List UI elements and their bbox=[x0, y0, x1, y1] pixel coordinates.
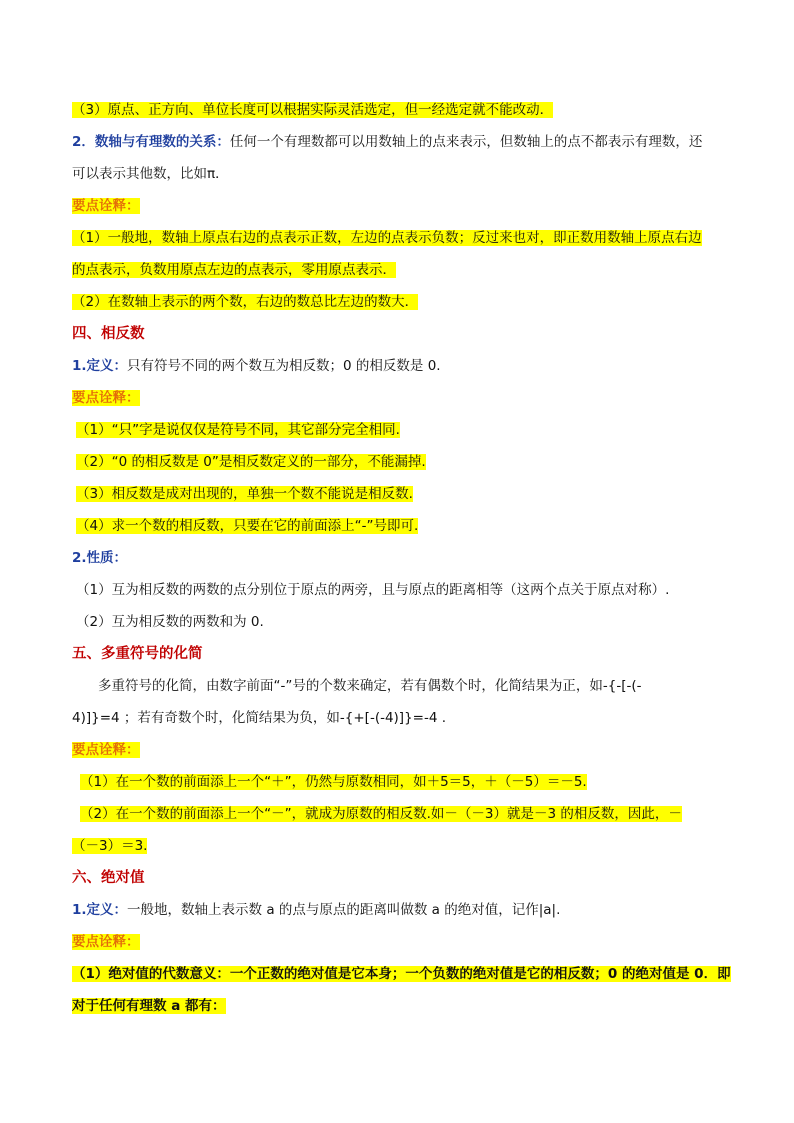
section-4-prop-2: （2）互为相反数的两数和为 0. bbox=[76, 614, 264, 630]
keypoint-1-text-2: 的点表示，负数用原点左边的点表示，零用原点表示． bbox=[72, 262, 396, 278]
section-5-kp-2-line-2 bbox=[72, 836, 732, 856]
section-5-kp-1: （1）在一个数的前面添上一个“＋”，仍然与原数相同，如＋5＝5，＋（－5）＝－5. bbox=[80, 774, 587, 790]
section-5-kp-title-line bbox=[72, 740, 732, 760]
item-2-text-1: 任何一个有理数都可以用数轴上的点来表示，但数轴上的点不都表示有理数，还 bbox=[229, 134, 703, 150]
item-2-label: 2．数轴与有理数的关系： bbox=[72, 134, 230, 150]
section-5-kp-1-line bbox=[80, 772, 740, 792]
section-4-heading: 四、相反数 bbox=[72, 326, 145, 342]
section-4-kp-4-line bbox=[76, 516, 736, 536]
keypoint-2-text: （2）在数轴上表示的两个数，右边的数总比左边的数大． bbox=[72, 294, 419, 310]
section-4-def-text: 只有符号不同的两个数互为相反数；0 的相反数是 0. bbox=[127, 358, 441, 374]
section-4-def-label: 1.定义： bbox=[72, 358, 128, 374]
section-5-para-line-1 bbox=[98, 676, 758, 696]
section-4-kp-title-line bbox=[72, 388, 732, 408]
section-4-prop-2-line bbox=[76, 612, 736, 632]
section-6-def-line bbox=[72, 900, 732, 920]
item-2-line-2 bbox=[72, 164, 732, 184]
section-4-kp-3: （3）相反数是成对出现的，单独一个数不能说是相反数. bbox=[76, 486, 413, 502]
keypoint-title-1: 要点诠释： bbox=[72, 198, 140, 214]
section-5-kp-title: 要点诠释： bbox=[72, 742, 140, 758]
note-3-text: （3）原点、正方向、单位长度可以根据实际灵活选定，但一经选定就不能改动． bbox=[72, 102, 554, 118]
section-4-kp-4: （4）求一个数的相反数，只要在它的前面添上“-”号即可. bbox=[76, 518, 419, 534]
keypoint-1-line-1 bbox=[72, 228, 732, 248]
section-4-heading-line bbox=[72, 324, 732, 344]
section-5-kp-2-line-1 bbox=[80, 804, 740, 824]
section-5-para-line-2 bbox=[72, 708, 732, 728]
section-6-heading-line bbox=[72, 868, 732, 888]
keypoint-2-line bbox=[72, 292, 732, 312]
section-4-kp-2: （2）“0 的相反数是 0”是相反数定义的一部分，不能漏掉. bbox=[76, 454, 426, 470]
section-6-kp-title: 要点诠释： bbox=[72, 934, 140, 950]
section-5-kp-2-text-2: （－3）＝3. bbox=[72, 838, 148, 854]
section-4-prop-label-line bbox=[72, 548, 732, 568]
section-4-kp-2-line bbox=[76, 452, 736, 472]
section-5-kp-2-text-1: （2）在一个数的前面添上一个“－”，就成为原数的相反数.如－（－3）就是－3 的相反数，因此，－ bbox=[80, 806, 682, 822]
section-5-heading-line bbox=[72, 644, 732, 664]
section-4-kp-3-line bbox=[76, 484, 736, 504]
section-6-kp-1-line-2 bbox=[72, 996, 732, 1016]
note-3-line bbox=[72, 100, 732, 120]
section-4-kp-1: （1）“只”字是说仅仅是符号不同，其它部分完全相同. bbox=[76, 422, 400, 438]
section-4-prop-1: （1）互为相反数的两数的点分别位于原点的两旁，且与原点的距离相等（这两个点关于原点对称）. bbox=[76, 582, 670, 598]
keypoint-title-1-line bbox=[72, 196, 732, 216]
section-6-kp-1-text-2: 对于任何有理数 a 都有： bbox=[72, 998, 226, 1014]
section-4-prop-1-line bbox=[76, 580, 736, 600]
section-6-heading: 六、绝对值 bbox=[72, 870, 145, 886]
keypoint-1-text-1: （1）一般地，数轴上原点右边的点表示正数，左边的点表示负数；反过来也对，即正数用数轴上原点右边 bbox=[72, 230, 702, 246]
item-2-text-2: 可以表示其他数，比如π． bbox=[72, 166, 229, 182]
section-6-kp-title-line bbox=[72, 932, 732, 952]
section-5-heading: 五、多重符号的化简 bbox=[72, 646, 203, 662]
section-5-para-text-1: 多重符号的化简，由数字前面“-”号的个数来确定，若有偶数个时，化简结果为正，如-{-[-(- bbox=[98, 678, 642, 694]
section-5-para-text-2: 4)]}=4 ；若有奇数个时，化简结果为负，如-{+[-(-4)]}=-4 . bbox=[72, 710, 447, 726]
section-4-def-line bbox=[72, 356, 732, 376]
section-6-kp-1-text-1: （1）绝对值的代数意义：一个正数的绝对值是它本身；一个负数的绝对值是它的相反数；0 的绝对值是 0．即 bbox=[72, 966, 731, 982]
section-4-kp-1-line bbox=[76, 420, 736, 440]
section-6-def-text: 一般地，数轴上表示数 a 的点与原点的距离叫做数 a 的绝对值，记作|a|. bbox=[127, 902, 561, 918]
section-4-kp-title: 要点诠释： bbox=[72, 390, 140, 406]
keypoint-1-line-2 bbox=[72, 260, 732, 280]
section-4-prop-label: 2.性质： bbox=[72, 550, 128, 566]
item-2-line-1 bbox=[72, 132, 732, 152]
section-6-kp-1-line-1 bbox=[72, 964, 732, 984]
section-6-def-label: 1.定义： bbox=[72, 902, 128, 918]
